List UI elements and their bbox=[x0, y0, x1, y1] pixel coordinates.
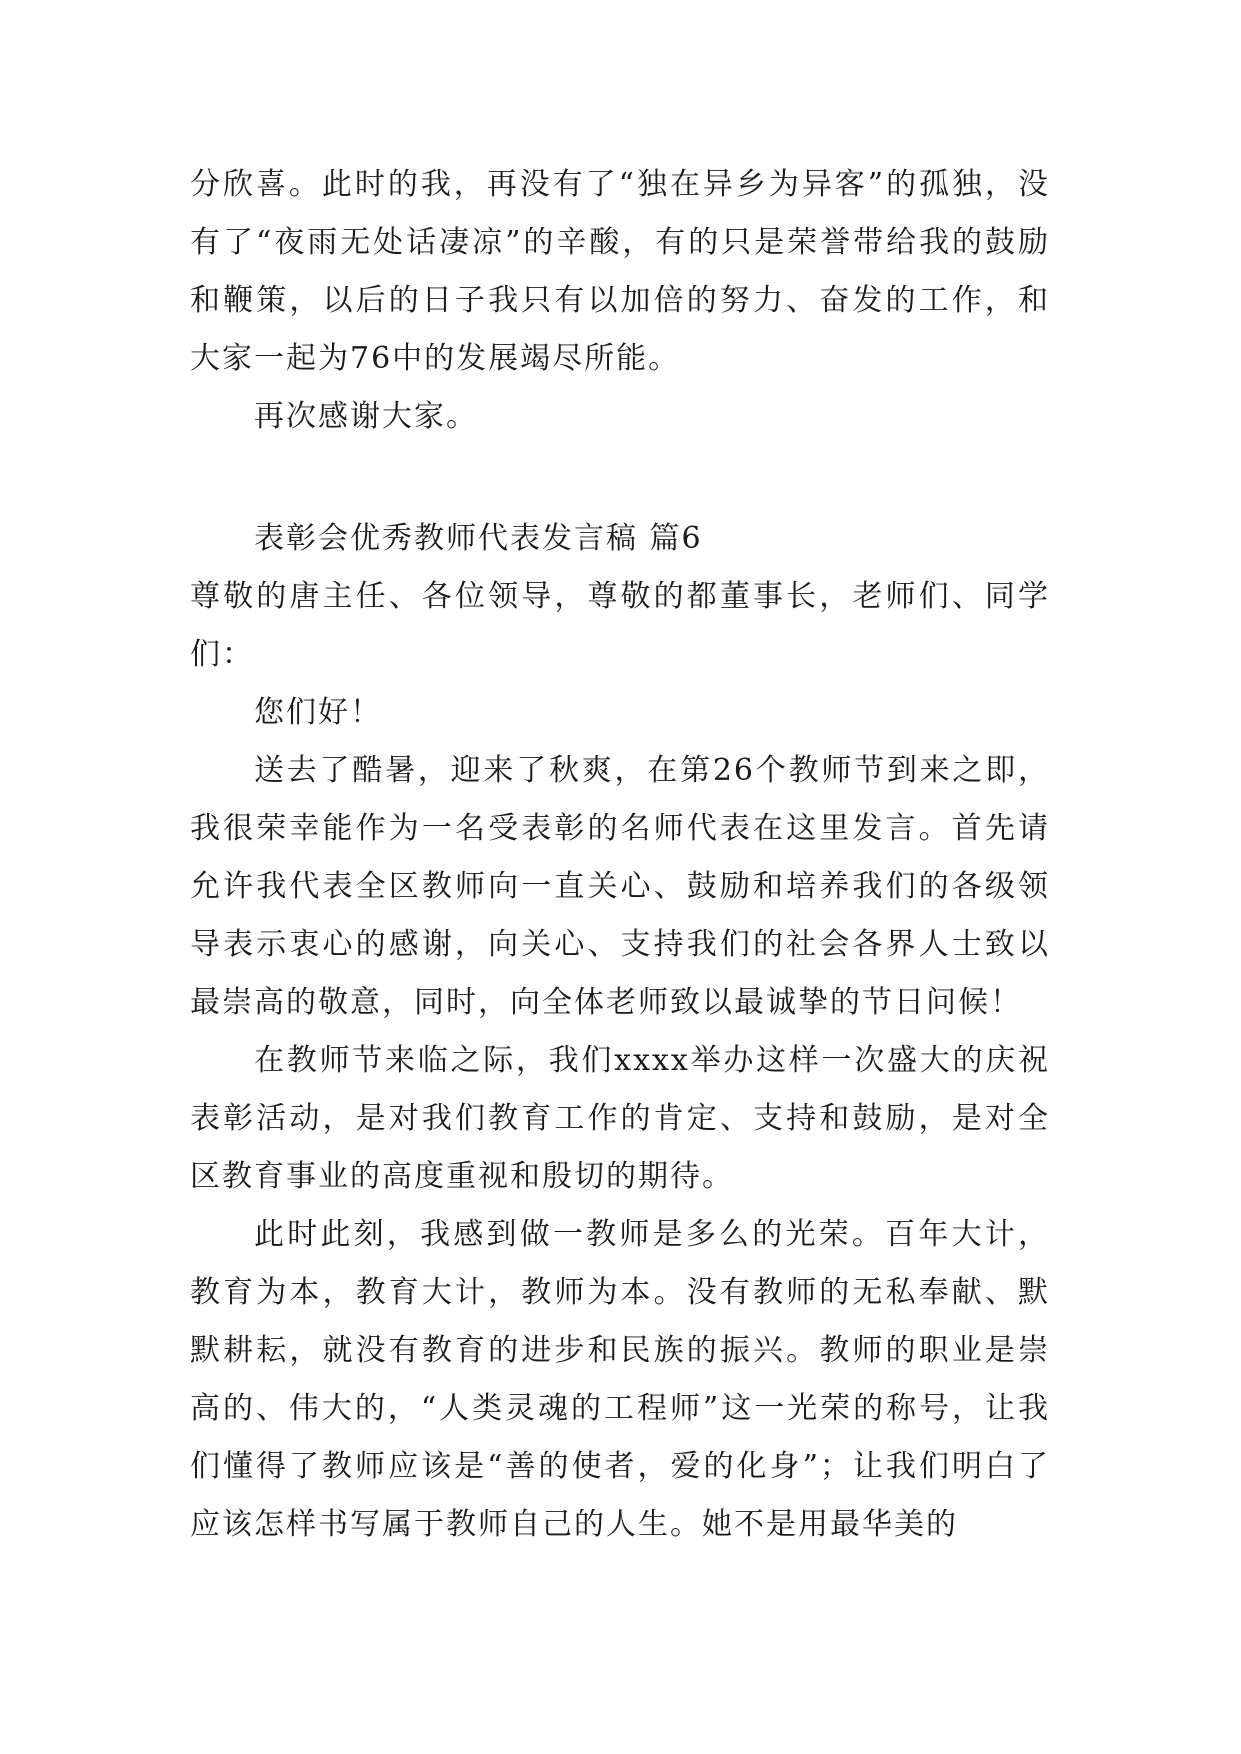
body-paragraph-2: 在教师节来临之际，我们xxxx举办这样一次盛大的庆祝表彰活动，是对我们教育工作的肯定、支持和鼓励，是对全区教育事业的高度重视和殷切的期待。 bbox=[190, 1043, 1050, 1194]
speech-section bbox=[190, 510, 1050, 1554]
intro-section bbox=[190, 156, 1050, 446]
thanks-line: 再次感谢大家。 bbox=[254, 399, 478, 434]
greeting: 您们好！ bbox=[254, 695, 382, 730]
section-title: 表彰会优秀教师代表发言稿 篇6 bbox=[254, 521, 703, 556]
salutation: 尊敬的唐主任、各位领导，尊敬的都董事长，老师们、同学们： bbox=[190, 579, 1050, 672]
intro-paragraph: 分欣喜。此时的我，再没有了“独在异乡为异客”的孤独，没有了“夜雨无处话凄凉”的辛酸，有的只是荣誉带给我的鼓励和鞭策，以后的日子我只有以加倍的努力、奋发的工作，和大家一起为76中的发展竭尽所能。 bbox=[190, 167, 1050, 376]
body-paragraph-3: 此时此刻，我感到做一教师是多么的光荣。百年大计，教育为本，教育大计，教师为本。没有教师的无私奉献、默默耕耘，就没有教育的进步和民族的振兴。教师的职业是崇高的、伟大的，“人类灵魂的工程师”这一光荣的称号，让我们懂得了教师应该是“善的使者，爱的化身”；让我们明白了应该怎样书写属于教师自己的人生。她不是用最华美的 bbox=[190, 1217, 1050, 1542]
body-paragraph-1: 送去了酷暑，迎来了秋爽，在第26个教师节到来之即，我很荣幸能作为一名受表彰的名师代表在这里发言。首先请允许我代表全区教师向一直关心、鼓励和培养我们的各级领导表示衷心的感谢，向关心、支持我们的社会各界人士致以最崇高的敬意，同时，向全体老师致以最诚挚的节日问候！ bbox=[190, 753, 1050, 1020]
